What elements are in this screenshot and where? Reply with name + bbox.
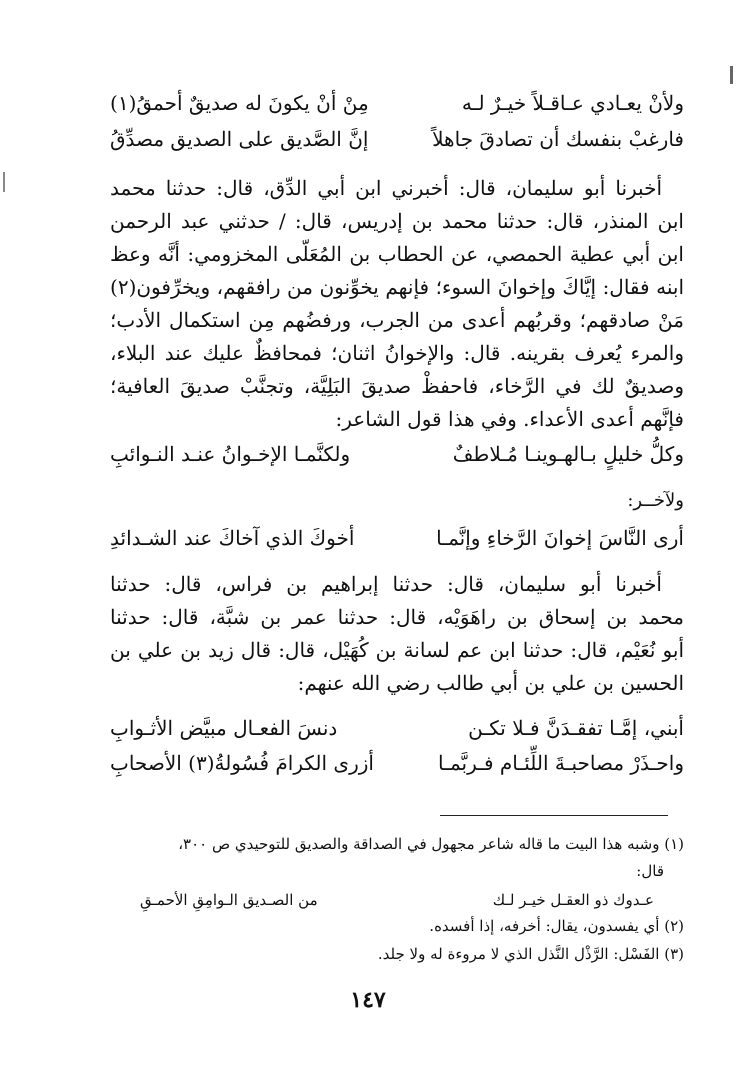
verse-line: [110, 746, 684, 780]
verse-second-hemistich: أخوكَ الذي آخاكَ عند الشـدائدِ: [110, 526, 355, 550]
verse-first-hemistich: ولأنْ يعـادي عـاقـلاً خيـرٌ لـه: [461, 91, 684, 115]
text-line: أخبرنا أبو سليمان، قال: حدثنا إبراهيم بن فراس، قال: حدثنا: [110, 572, 662, 596]
verse-first-hemistich: واحـذَرْ مصاحبـةَ اللِّئـام فـربَّمـا: [438, 751, 684, 775]
verse-first-hemistich: وكلُّ خليلٍ بـالهـوينـا مُـلاطفٌ: [452, 442, 684, 466]
other-poet-label: ولآخــر:: [627, 490, 684, 511]
footnote-1-continuation: قال:: [636, 862, 664, 880]
verse-first-hemistich: فارغبْ بنفسك أن تصادقَ جاهلاً: [432, 127, 684, 151]
text-line: فإنَّهم أعدى الأعداء. وفي هذا قول الشاعر:: [335, 407, 684, 431]
verse-line: [110, 711, 684, 745]
verse-second-hemistich: دنسَ الفعـال مبيَّض الأثـوابِ: [110, 716, 338, 740]
text-line: ابن أبي عطية الحمصي، عن الحطاب بن المُعَلّى المخزومي: أنَّه وعظ: [110, 242, 684, 266]
scan-edge-mark: [3, 172, 5, 192]
text-line: أبو نُعَيْم، قال: حدثنا ابن عم لسانة بن كُهَيْل، قال: قال زيد بن علي بن: [110, 638, 684, 662]
footnote-verse: [110, 886, 684, 914]
footnote-2: (٢) أي يفسدون، يقال: أخرفه، إذا أفسده.: [429, 917, 684, 935]
text-line: وصديقٌ لك في الرَّخاء، فاحفظْ صديقَ البَلِيَّة، وتجنَّبْ صديقَ العافية؛: [110, 374, 684, 398]
scan-edge-mark: [730, 66, 733, 84]
verse-first-hemistich: عـدوك ذو العقـل خيـر لـك: [492, 891, 654, 909]
footnote-3: (٣) الفَسْل: الرَّذْل النَّذل الذي لا مروءة له ولا جلد.: [377, 945, 684, 963]
verse-first-hemistich: أبني، إمَّـا تفقـدَنَّ فـلا تكـن: [468, 716, 684, 740]
text-line: الحسين بن علي بن أبي طالب رضي الله عنهم:: [297, 671, 684, 695]
verse-line: [110, 521, 684, 555]
verse-line: [110, 122, 684, 156]
verse-line: [110, 86, 684, 120]
verse-second-hemistich: إنَّ الصَّديق على الصديق مصدِّقُ: [110, 127, 369, 151]
text-line: أخبرنا أبو سليمان، قال: أخبرني ابن أبي الدِّق، قال: حدثنا محمد: [110, 176, 662, 200]
footnote-1: (١) وشبه هذا البيت ما قاله شاعر مجهول في الصداقة والصديق للتوحيدي ص ٣٠٠،: [178, 835, 684, 853]
verse-second-hemistich: مِنْ أنْ يكونَ له صديقٌ أحمقُ(١): [110, 91, 369, 115]
text-line: محمد بن إسحاق بن راهَوَيْه، قال: حدثنا عمر بن شبَّة، قال: حدثنا: [110, 605, 684, 629]
text-line: مَنْ صادقهم؛ وقربُهم أعدى من الجرب، ورفضُهم مِن استكمال الأدب؛: [110, 308, 684, 332]
verse-first-hemistich: أرى النَّاسَ إخوانَ الرَّخاءِ وإنَّمـا: [436, 526, 684, 550]
text-line: والمرء يُعرف بقرينه. قال: والإخوانُ اثنان؛ فمحافظٌ عليك عند البلاء،: [110, 341, 684, 365]
verse-second-hemistich: ولكنَّمـا الإخـوانُ عنـد النـوائبِ: [110, 442, 351, 466]
footnote-separator: [440, 815, 668, 816]
verse-second-hemistich: من الصـديق الـوامِقِ الأحمـقِ: [140, 891, 318, 909]
page-number: ١٤٧: [350, 987, 386, 1013]
verse-second-hemistich: أزرى الكرامَ فُسُولةُ(٣) الأصحابِ: [110, 751, 374, 775]
text-line: ابنه فقال: إيَّاكَ وإخوانَ السوء؛ فإنهم يخوِّنون من رافقهم، ويخرِّفون(٢): [110, 275, 684, 299]
verse-line: [110, 437, 684, 471]
text-line: ابن المنذر، قال: حدثنا محمد بن إدريس، قال: / حدثني عبد الرحمن: [110, 209, 684, 233]
